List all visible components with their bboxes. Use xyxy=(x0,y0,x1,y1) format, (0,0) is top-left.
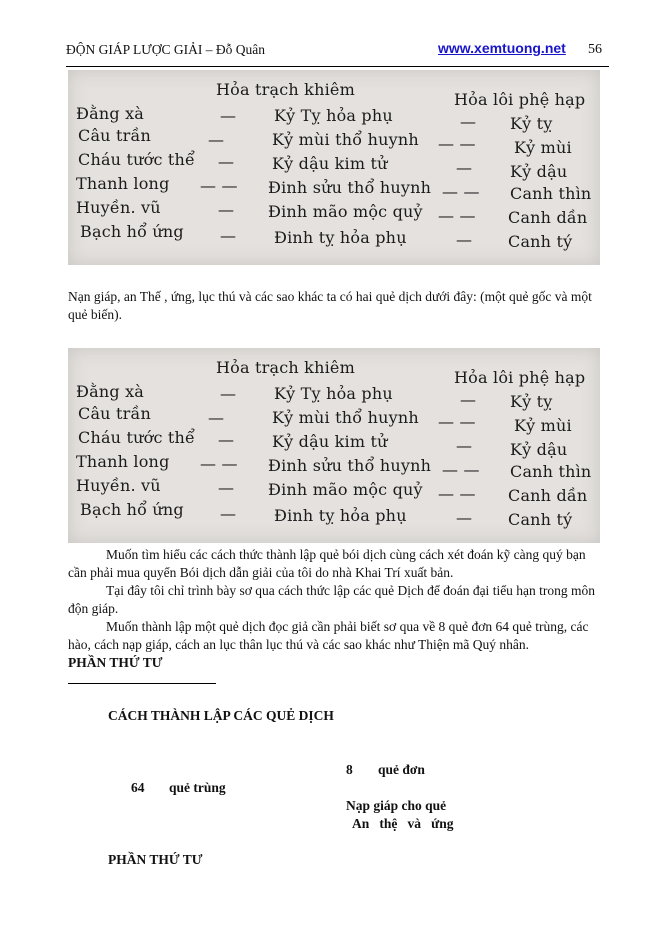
paragraph-requirements: Muốn thành lập một quẻ dịch đọc giả cần phải biết sơ qua về 8 quẻ đơn 64 quẻ trùng, các hào, cách nạp giáp, cách an lục thân lục thú và các sao khác như Thiện mã Quý nhân. xyxy=(68,619,589,652)
row-dash: — xyxy=(220,504,237,523)
row-dash: — xyxy=(208,130,225,149)
row-animal: Câu trần xyxy=(78,126,151,145)
row-dash: — xyxy=(456,158,473,177)
an-the-ung-label: An thệ và ứng xyxy=(352,816,454,831)
part-heading-2: PHẦN THỨ TƯ xyxy=(108,852,203,867)
website-link[interactable]: www.xemtuong.net xyxy=(438,40,566,56)
paragraph-intro: Nạn giáp, an Thế , ứng, lục thú và các sao khác ta có hai quẻ dịch dưới đây: (một quẻ gốc và một quẻ biến). xyxy=(68,289,592,322)
row-right-line: Canh dần xyxy=(508,208,588,227)
row-dash: — xyxy=(460,390,477,409)
nap-giap-label: Nạp giáp cho quẻ xyxy=(346,798,447,813)
row-dash: — xyxy=(218,200,235,219)
row-dash: — — xyxy=(438,134,476,153)
row-dash: — — xyxy=(200,176,238,195)
row-dash: — xyxy=(456,508,473,527)
row-left-line: Kỷ mùi thổ huynh xyxy=(272,130,419,149)
row-dash: — — xyxy=(442,460,480,479)
row-animal: Thanh long xyxy=(76,174,170,193)
row-animal: Bạch hổ ứng xyxy=(80,222,184,241)
row-left-line: Đinh mão mộc quỷ xyxy=(268,480,423,499)
row-left-line: Kỷ Tỵ hỏa phụ xyxy=(274,106,393,125)
row-right-line: Canh tý xyxy=(508,510,573,529)
row-dash: — xyxy=(218,152,235,171)
row-animal: Đằng xà xyxy=(76,104,145,123)
row-dash: — — xyxy=(438,412,476,431)
row-dash: — xyxy=(218,430,235,449)
row-animal: Cháu tước thể xyxy=(78,150,196,169)
row-animal: Huyền. vũ xyxy=(76,198,161,217)
row-animal: Thanh long xyxy=(76,452,170,471)
row-animal: Huyền. vũ xyxy=(76,476,161,495)
row-dash: — xyxy=(220,384,237,403)
row-right-line: Canh dần xyxy=(508,486,588,505)
eight-number: 8 xyxy=(346,762,353,777)
row-left-line: Kỷ dậu kim tử xyxy=(272,154,388,173)
row-dash: — — xyxy=(438,206,476,225)
row-animal: Câu trần xyxy=(78,404,151,423)
section-title: CÁCH THÀNH LẬP CÁC QUẺ DỊCH xyxy=(108,708,334,723)
row-left-line: Đinh tỵ hỏa phụ xyxy=(274,506,407,525)
row-dash: — xyxy=(220,106,237,125)
row-left-line: Kỷ Tỵ hỏa phụ xyxy=(274,384,393,403)
page-header xyxy=(66,40,606,64)
right-hexagram-title: Hỏa lôi phệ hạp xyxy=(454,90,586,109)
row-animal: Bạch hổ ứng xyxy=(80,500,184,519)
right-hexagram-title: Hỏa lôi phệ hạp xyxy=(454,368,586,387)
row-left-line: Kỷ dậu kim tử xyxy=(272,432,388,451)
hexagram-table-image-1 xyxy=(68,70,600,265)
row-right-line: Canh thìn xyxy=(510,462,592,481)
page-number: 56 xyxy=(588,42,602,57)
sixty-four-number: 64 xyxy=(131,780,145,795)
paragraph-purpose: Tại đây tôi chỉ trình bày sơ qua cách thức lập các quẻ Dịch để đoán đại tiểu hạn trong môn độn giáp. xyxy=(68,583,596,616)
part-heading: PHẦN THỨ TƯ xyxy=(68,655,163,670)
row-dash: — xyxy=(208,408,225,427)
hexagram-table-image-2 xyxy=(68,348,600,543)
row-right-line: Kỷ dậu xyxy=(510,440,568,459)
row-right-line: Kỷ tỵ xyxy=(510,114,553,133)
row-right-line: Kỷ dậu xyxy=(510,162,568,181)
double-hexagrams-label: quẻ trùng xyxy=(169,780,226,795)
row-animal: Đằng xà xyxy=(76,382,145,401)
row-dash: — — xyxy=(442,182,480,201)
footnote-divider xyxy=(68,683,216,684)
row-right-line: Canh thìn xyxy=(510,184,592,203)
row-left-line: Đinh tỵ hỏa phụ xyxy=(274,228,407,247)
row-dash: — — xyxy=(438,484,476,503)
single-trigrams-label: quẻ đơn xyxy=(378,762,425,777)
row-animal: Cháu tước thể xyxy=(78,428,196,447)
row-dash: — xyxy=(220,226,237,245)
paragraph-bookref: Muốn tìm hiểu các cách thức thành lập quẻ bói dịch cùng cách xét đoán kỹ càng quý bạn cần phải mua quyển Bói dịch dẫn giải của tôi do nhà Khai Trí xuất bản. xyxy=(68,547,586,580)
row-right-line: Kỷ mùi xyxy=(514,416,572,435)
row-dash: — xyxy=(218,478,235,497)
row-right-line: Kỷ tỵ xyxy=(510,392,553,411)
row-left-line: Đinh sửu thổ huynh xyxy=(268,456,432,475)
row-left-line: Đinh mão mộc quỷ xyxy=(268,202,423,221)
header-divider xyxy=(66,66,609,67)
row-dash: — — xyxy=(200,454,238,473)
left-hexagram-title: Hỏa trạch khiêm xyxy=(216,80,355,99)
row-right-line: Kỷ mùi xyxy=(514,138,572,157)
row-dash: — xyxy=(456,230,473,249)
row-right-line: Canh tý xyxy=(508,232,573,251)
row-left-line: Kỷ mùi thổ huynh xyxy=(272,408,419,427)
row-left-line: Đinh sửu thổ huynh xyxy=(268,178,432,197)
header-title: ĐỘN GIÁP LƯỢC GIẢI – Đỗ Quân xyxy=(66,42,265,57)
row-dash: — xyxy=(460,112,477,131)
left-hexagram-title: Hỏa trạch khiêm xyxy=(216,358,355,377)
row-dash: — xyxy=(456,436,473,455)
